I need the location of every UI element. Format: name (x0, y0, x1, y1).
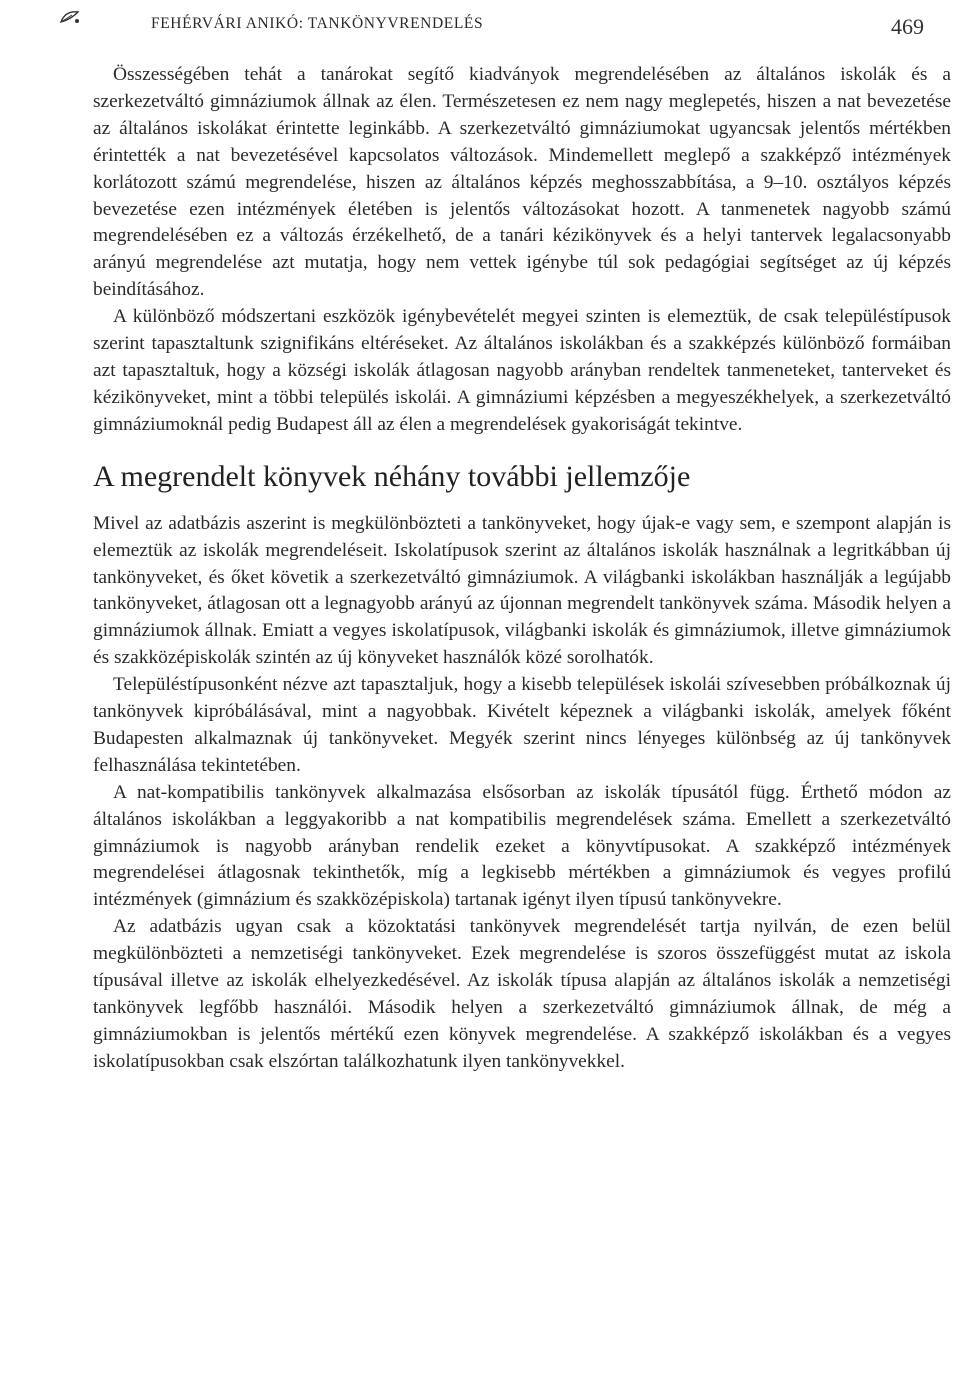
page-number: 469 (891, 14, 924, 39)
paragraph: Összességében tehát a tanárokat segítő kiadványok megrendelésében az általános iskolák és a szerkezetváltó gimnáziumok állnak az élen. Természetesen ez nem nagy meglepetés, hiszen a nat bevezetése az általános iskolákat érintette leginkább. A szerkezetváltó gimnáziumokat ugyancsak jelentős mértékben érintették a nat bevezetésével kapcsolatos változások. Mindemellett meglepő a szakképző intézmények korlátozott számú megrendelése, hiszen az általános képzés meghosszabbítása, a 9–10. osztályos képzés bevezetése ezen intézmények életében is jelentős változásokat hozott. A tanmenetek nagyobb számú megrendelésében ez a változás érzékelhető, de a tanári kézikönyvek és a helyi tantervek legalacsonyabb arányú megrendelése azt mutatja, hogy nem vettek igénybe túl sok pedagógiai segítséget az új képzés beindításához. (93, 64, 951, 301)
paragraph: Az adatbázis ugyan csak a közoktatási tankönyvek megrendelését tartja nyilván, de ezen belül megkülönbözteti a nemzetiségi tankönyveket. Ezek megrendelése is szoros összefüggést mutat az iskola típusával illetve az iskolák elhelyezkedésével. Az iskolák típusa alapján az általános iskolák a nemzetiségi tankönyvek legfőbb használói. Második helyen a szerkezetváltó gimnáziumok állnak, de még a gimnáziumokban is jelentős mértékű ezen könyvek megrendelése. A szakképző iskolákban és a vegyes iskolatípusokban csak elszórtan találkozhatunk ilyen tankönyvekkel. (93, 916, 951, 1072)
paragraph: A különböző módszertani eszközök igénybevételét megyei szinten is elemeztük, de csak településtípusok szerint tapasztaltunk szignifikáns eltéréseket. Az általános iskolákban és a szakképzés különböző formáiban azt tapasztaltuk, hogy a községi iskolák átlagosan nagyobb arányban rendeltek tanmeneteket, tanterveket és kézikönyveket, mint a többi település iskolái. A gimnáziumi képzésben a megyeszékhelyek, a szerkezetváltó gimnáziumoknál pedig Budapest áll az élen a megrendelések gyakoriságát tekintve. (93, 306, 951, 435)
paragraph: Mivel az adatbázis aszerint is megkülönbözteti a tankönyveket, hogy újak-e vagy sem, e szempont alapján is elemeztük az iskolák megrendeléseit. Iskolatípusok szerint az általános iskolák használnak a legritkábban új tankönyveket, és őket követik a szerkezetváltó gimnáziumok. A világbanki iskolákban használják a legújabb tankönyveket, átlagosan ott a legnagyobb arányú az újonnan megrendelt tankönyvek száma. Második helyen a gimnáziumok állnak. Emiatt a vegyes iskolatípusok, világbanki iskolák és gimnáziumok, illetve gimnáziumok és szakközépiskolák szintén az új könyveket használók közé sorolhatók. (93, 512, 951, 669)
leaf-ornament-icon (58, 8, 82, 26)
running-header (58, 8, 924, 42)
paragraph: Településtípusonként nézve azt tapasztaljuk, hogy a kisebb települések iskolái szívesebben próbálkoznak új tankönyvek kipróbálásával, mint a nagyobbak. Kivételt képeznek a világbanki iskolák, amelyek főként Budapesten alkalmaznak új tankönyveket. Megyék szerint nincs lényeges különbség az új tankönyvek felhasználása tekintetében. (93, 674, 951, 776)
section-heading: A megrendelt könyvek néhány további jellemzője (93, 459, 691, 493)
paragraph: A nat-kompatibilis tankönyvek alkalmazása elsősorban az iskolák típusától függ. Érthető módon az általános iskolákban a leggyakoribb a nat kompatibilis megrendelések száma. Emellett a szerkezetváltó gimnáziumok is nagyobb arányban rendelik ezeket a könyvtípusokat. A szakképző intézmények megrendelései átlagosnak tekinthetők, míg a legkisebb mértékben a gimnáziumok és vegyes profilú intézmények (gimnázium és szakközépiskola) tartanak igényt ilyen típusú tankönyvekre. (93, 781, 951, 911)
running-head-title: FEHÉRVÁRI ANIKÓ: TANKÖNYVRENDELÉS (151, 15, 484, 32)
body-text (93, 62, 951, 1076)
